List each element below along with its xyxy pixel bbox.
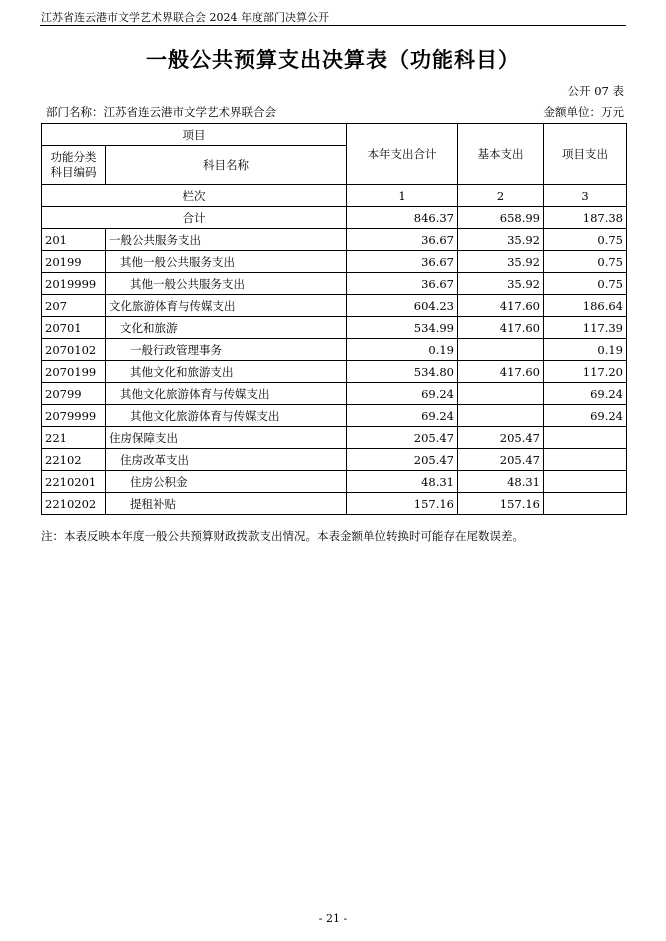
page-number: - 21 - — [318, 912, 348, 925]
name-cell: 其他一般公共服务支出 — [106, 273, 347, 295]
total-label: 合计 — [42, 207, 347, 229]
header-code-line2: 科目编码 — [50, 165, 97, 179]
total-cell: 205.47 — [347, 427, 458, 449]
name-cell: 其他文化旅游体育与传媒支出 — [106, 383, 347, 405]
name-cell: 住房保障支出 — [106, 427, 347, 449]
header-code — [42, 146, 106, 185]
header-item: 项目 — [42, 124, 347, 146]
header-code-line1: 功能分类 — [50, 150, 97, 164]
basic-cell — [458, 405, 544, 427]
project-cell: 0.75 — [544, 251, 627, 273]
basic-cell: 205.47 — [458, 449, 544, 471]
row-index-1: 1 — [347, 185, 458, 207]
total-cell: 205.47 — [347, 449, 458, 471]
total-basic: 658.99 — [458, 207, 544, 229]
basic-cell — [458, 383, 544, 405]
header-basic: 基本支出 — [458, 124, 544, 185]
code-cell: 22102 — [42, 449, 106, 471]
name-cell: 文化旅游体育与传媒支出 — [106, 295, 347, 317]
name-cell: 提租补贴 — [106, 493, 347, 515]
code-cell: 20701 — [42, 317, 106, 339]
project-cell: 0.75 — [544, 229, 627, 251]
name-cell: 其他一般公共服务支出 — [106, 251, 347, 273]
project-cell: 186.64 — [544, 295, 627, 317]
code-cell: 2070199 — [42, 361, 106, 383]
running-header: 江苏省连云港市文学艺术界联合会 2024 年度部门决算公开 — [41, 11, 329, 24]
basic-cell: 35.92 — [458, 229, 544, 251]
total-cell: 0.19 — [347, 339, 458, 361]
table-row — [42, 427, 627, 449]
basic-cell: 48.31 — [458, 471, 544, 493]
name-cell: 一般行政管理事务 — [106, 339, 347, 361]
code-cell: 201 — [42, 229, 106, 251]
basic-cell: 417.60 — [458, 361, 544, 383]
header-rule — [40, 25, 626, 26]
code-cell: 20799 — [42, 383, 106, 405]
table-row — [42, 471, 627, 493]
total-cell: 69.24 — [347, 383, 458, 405]
page-title: 一般公共预算支出决算表（功能科目） — [146, 47, 520, 72]
project-cell: 0.19 — [544, 339, 627, 361]
row-index-2: 2 — [458, 185, 544, 207]
basic-cell: 35.92 — [458, 251, 544, 273]
table-row — [42, 317, 627, 339]
table-row — [42, 383, 627, 405]
name-cell: 住房改革支出 — [106, 449, 347, 471]
code-cell: 2210201 — [42, 471, 106, 493]
code-cell: 20199 — [42, 251, 106, 273]
table-row — [42, 295, 627, 317]
basic-cell: 205.47 — [458, 427, 544, 449]
table-row — [42, 405, 627, 427]
table-row — [42, 339, 627, 361]
basic-cell: 417.60 — [458, 317, 544, 339]
total-cell: 48.31 — [347, 471, 458, 493]
row-index-3: 3 — [544, 185, 627, 207]
project-cell: 0.75 — [544, 273, 627, 295]
total-sum: 846.37 — [347, 207, 458, 229]
project-cell: 117.39 — [544, 317, 627, 339]
basic-cell: 157.16 — [458, 493, 544, 515]
code-cell: 2210202 — [42, 493, 106, 515]
project-cell — [544, 427, 627, 449]
name-cell: 住房公积金 — [106, 471, 347, 493]
header-total: 本年支出合计 — [347, 124, 458, 185]
table-row — [42, 251, 627, 273]
table-row — [42, 361, 627, 383]
header-project: 项目支出 — [544, 124, 627, 185]
table-row — [42, 449, 627, 471]
table-row — [42, 273, 627, 295]
total-cell: 157.16 — [347, 493, 458, 515]
basic-cell: 35.92 — [458, 273, 544, 295]
total-cell: 36.67 — [347, 229, 458, 251]
project-cell: 69.24 — [544, 383, 627, 405]
project-cell — [544, 493, 627, 515]
table-row — [42, 229, 627, 251]
code-cell: 207 — [42, 295, 106, 317]
name-cell: 一般公共服务支出 — [106, 229, 347, 251]
form-code: 公开 07 表 — [567, 84, 624, 98]
project-cell: 117.20 — [544, 361, 627, 383]
budget-table — [41, 123, 627, 515]
name-cell: 其他文化旅游体育与传媒支出 — [106, 405, 347, 427]
amount-unit: 金额单位：万元 — [543, 105, 624, 119]
department-name: 部门名称：江苏省连云港市文学艺术界联合会 — [46, 105, 276, 119]
code-cell: 221 — [42, 427, 106, 449]
code-cell: 2070102 — [42, 339, 106, 361]
total-project: 187.38 — [544, 207, 627, 229]
total-cell: 36.67 — [347, 273, 458, 295]
table-note: 注：本表反映本年度一般公共预算财政拨款支出情况。本表金额单位转换时可能存在尾数误差。 — [41, 529, 524, 543]
code-cell: 2079999 — [42, 405, 106, 427]
total-cell: 534.99 — [347, 317, 458, 339]
project-cell — [544, 471, 627, 493]
total-cell: 69.24 — [347, 405, 458, 427]
total-cell: 36.67 — [347, 251, 458, 273]
table-row — [42, 493, 627, 515]
project-cell: 69.24 — [544, 405, 627, 427]
total-cell: 604.23 — [347, 295, 458, 317]
total-cell: 534.80 — [347, 361, 458, 383]
row-index-label: 栏次 — [42, 185, 347, 207]
name-cell: 文化和旅游 — [106, 317, 347, 339]
code-cell: 2019999 — [42, 273, 106, 295]
basic-cell — [458, 339, 544, 361]
header-name: 科目名称 — [106, 146, 347, 185]
basic-cell: 417.60 — [458, 295, 544, 317]
project-cell — [544, 449, 627, 471]
name-cell: 其他文化和旅游支出 — [106, 361, 347, 383]
